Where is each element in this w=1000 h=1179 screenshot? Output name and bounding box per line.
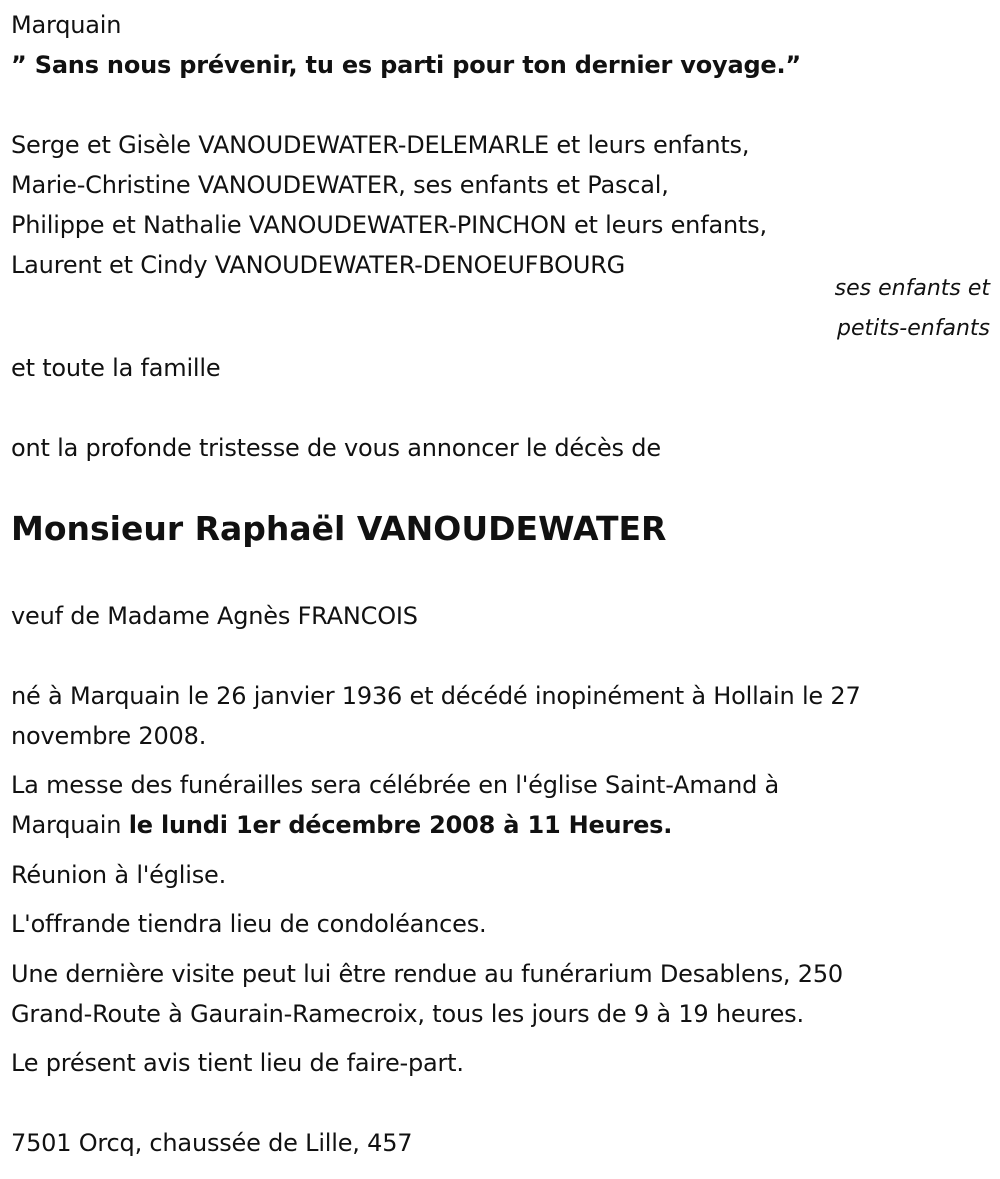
widower-of: veuf de Madame Agnès FRANCOIS [11,602,418,630]
deceased-name: Monsieur Raphaël VANOUDEWATER [11,509,667,548]
offering: L'offrande tiendra lieu de condoléances. [11,910,487,938]
mass-line-1: La messe des funérailles sera célébrée en l'église Saint-Amand à [11,771,780,799]
mass-date-time: le lundi 1er décembre 2008 à 11 Heures. [128,811,673,839]
address: 7501 Orcq, chaussée de Lille, 457 [11,1129,413,1157]
mass-line-2 [11,805,672,845]
birth-death-line: né à Marquain le 26 janvier 1936 et décédé inopinément à Hollain le 27 [11,682,861,710]
family-line: Serge et Gisèle VANOUDEWATER-DELEMARLE et leurs enfants, [11,131,750,159]
visit-line: Une dernière visite peut lui être rendue au funérarium Desablens, 250 [11,960,843,988]
family-suffix-line: petits-enfants [836,316,990,341]
quote: ” Sans nous prévenir, tu es parti pour ton dernier voyage.” [11,51,801,79]
announcement: ont la profonde tristesse de vous annoncer le décès de [11,434,661,462]
family-line: Laurent et Cindy VANOUDEWATER-DENOEUFBOURG [11,251,626,279]
birth-death-line: novembre 2008. [11,722,207,750]
family-suffix-line: ses enfants et [834,276,990,301]
notice-statement: Le présent avis tient lieu de faire-part. [11,1049,464,1077]
whole-family: et toute la famille [11,354,221,382]
visit-line: Grand-Route à Gaurain-Ramecroix, tous les jours de 9 à 19 heures. [11,1000,804,1028]
family-line: Philippe et Nathalie VANOUDEWATER-PINCHON et leurs enfants, [11,211,767,239]
mass-location: Marquain [11,811,129,839]
place: Marquain [11,11,122,39]
family-line: Marie-Christine VANOUDEWATER, ses enfants et Pascal, [11,171,669,199]
meeting: Réunion à l'église. [11,861,227,889]
